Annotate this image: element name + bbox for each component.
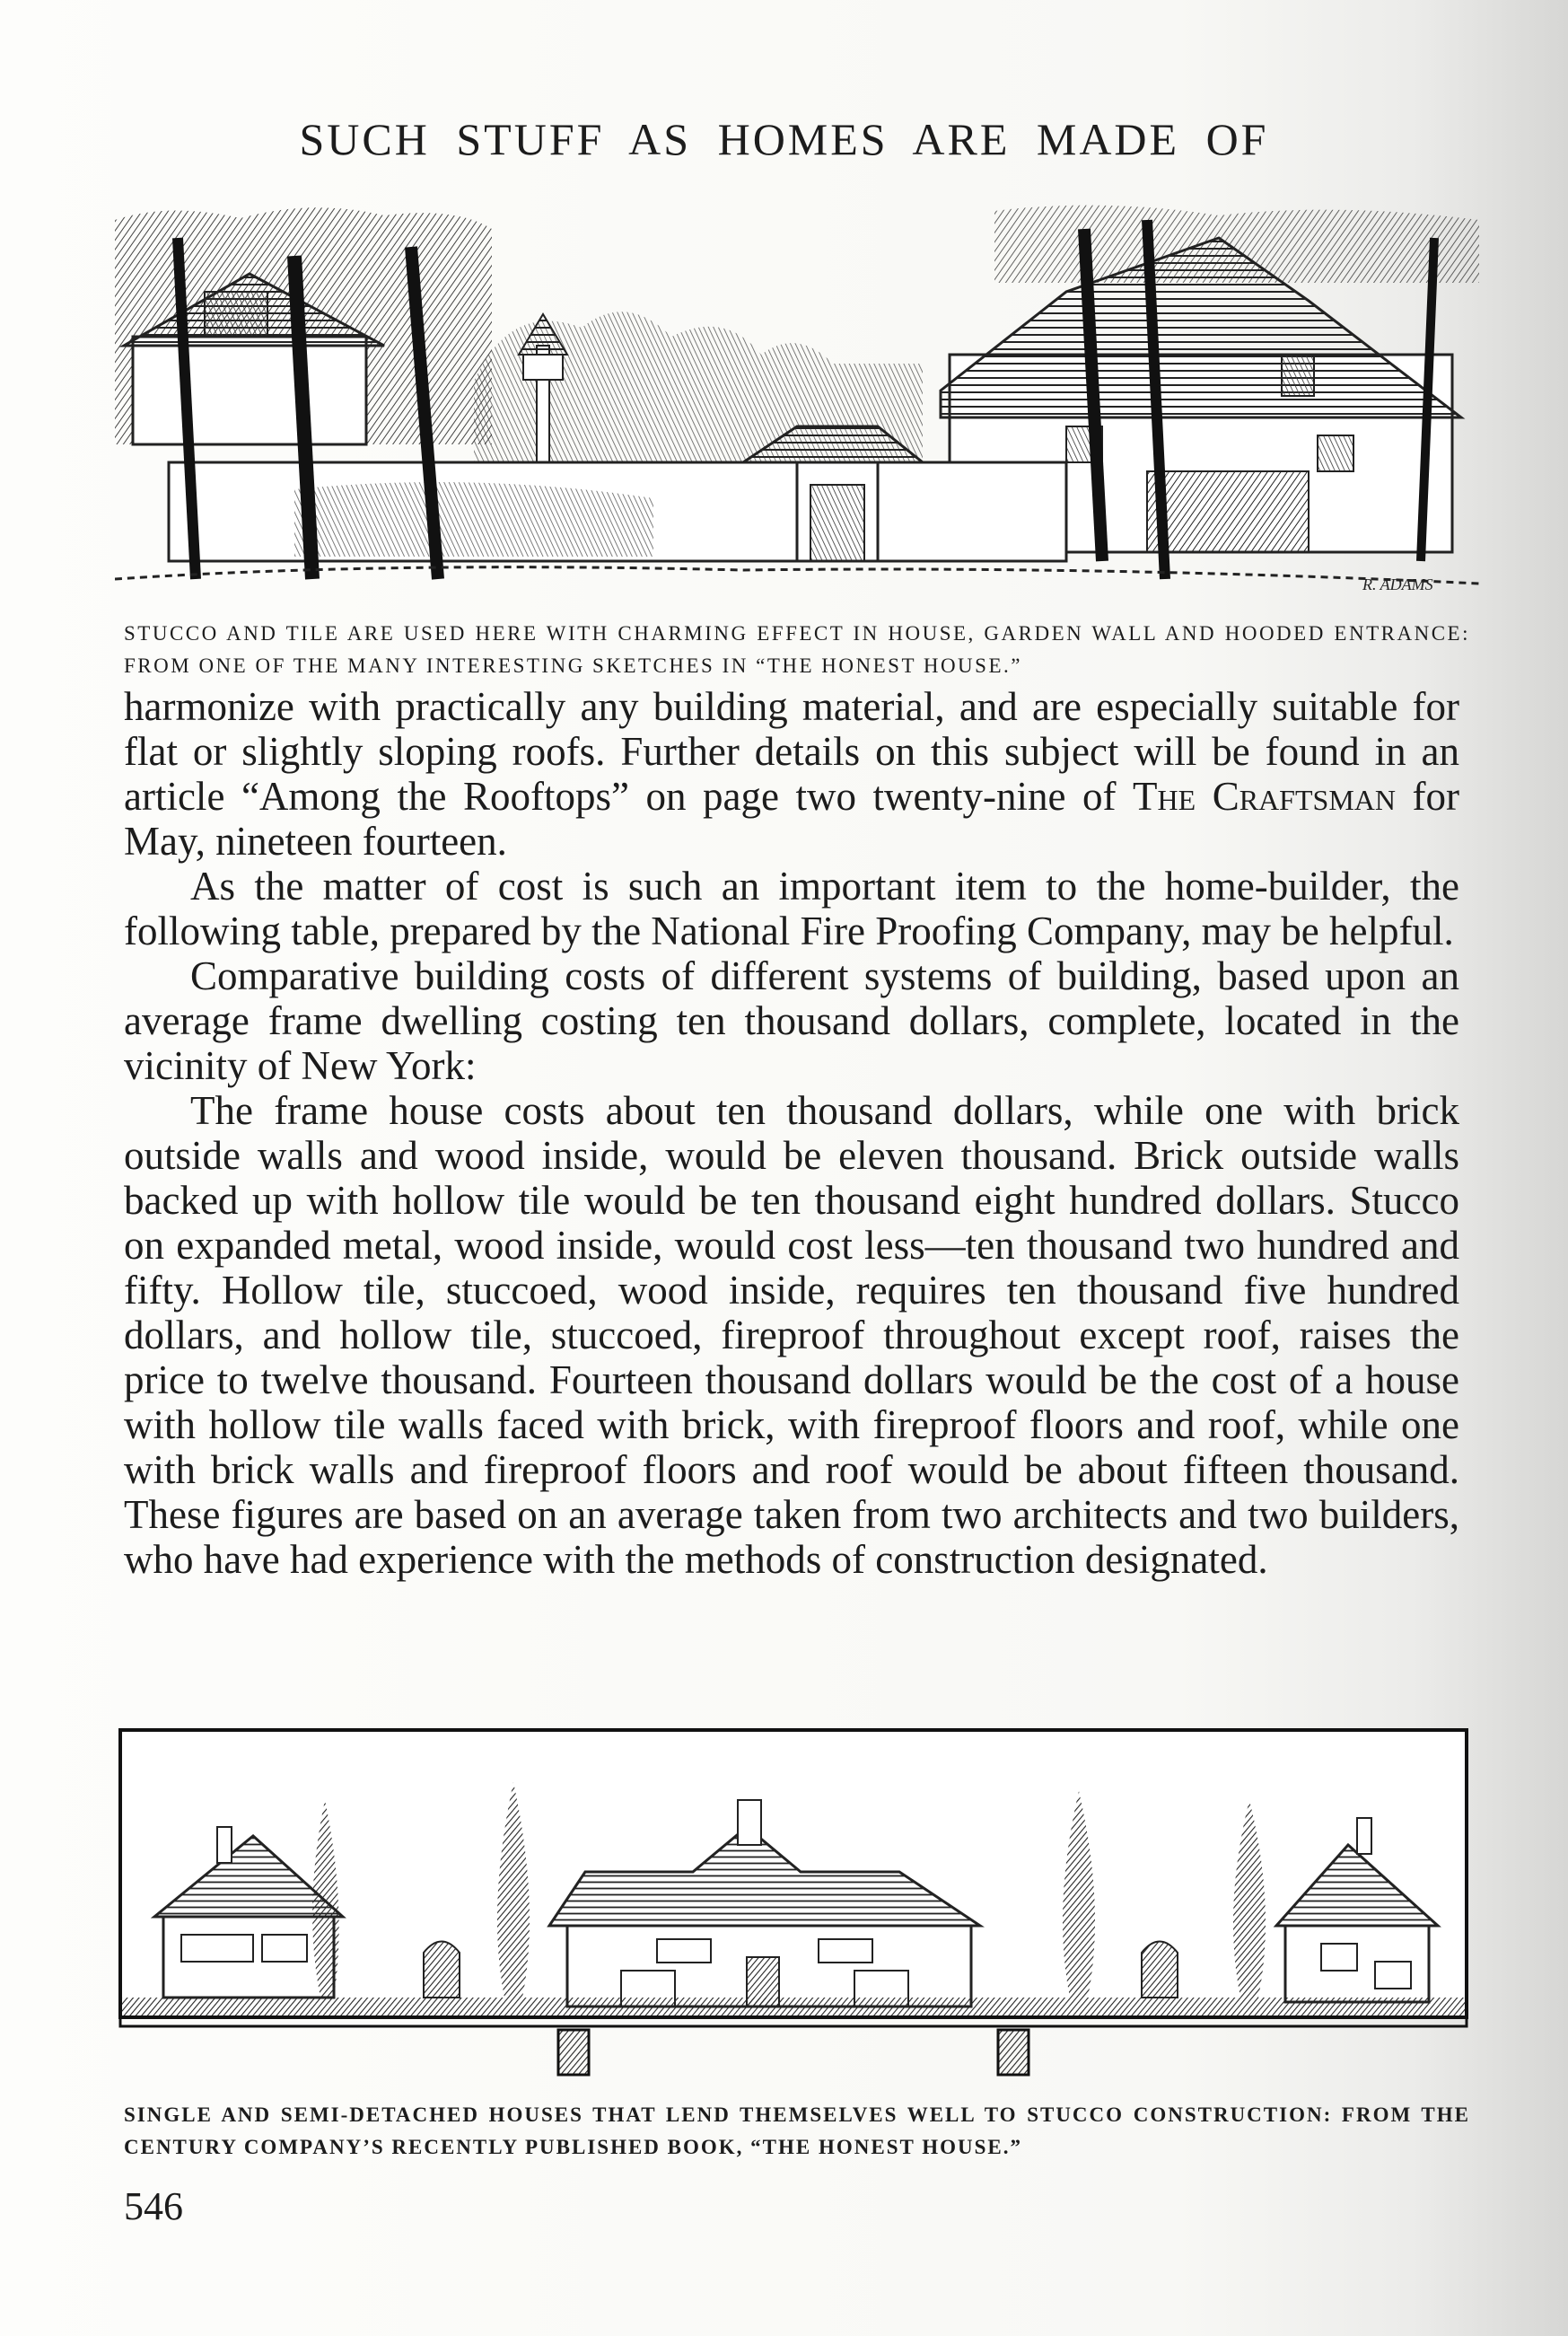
running-title: SUCH STUFF AS HOMES ARE MADE OF <box>299 114 1269 164</box>
magazine-name: The Craftsman <box>1133 774 1396 819</box>
paragraph-3: Comparative building costs of different systems of building, based upon an average frame dwelling costing ten thousand dollars, complete, located in the vicinity of New York: <box>124 953 1459 1088</box>
houses-row-illustration <box>118 1728 1474 2087</box>
page-number: 546 <box>124 2184 183 2228</box>
garden-wall-illustration <box>115 202 1479 597</box>
paragraph-1 <box>124 684 1459 864</box>
article-body <box>124 684 1459 1582</box>
artist-signature: R. ADAMS <box>1362 575 1433 593</box>
paragraph-4: The frame house costs about ten thousand dollars, while one with brick outside walls and wood inside, would be eleven thousand. Brick outside walls backed up with hollow tile would be ten thousand eight hundred dollars. Stucco on expanded metal, wood inside, would cost less—ten thousand two hundred and fifty. Hollow tile, stuccoed, wood inside, requires ten thousand five hundred dollars, and hollow tile, stuccoed, fireproof throughout except roof, raises the price to twelve thousand. Fourteen thousand dollars would be the cost of a house with hollow tile walls faced with brick, with fireproof floors and roof, while one with brick walls and fireproof floors and roof would be about fifteen thousand. These figures are based on an average taken from two architects and two builders, who have had experience with the methods of construction designated. <box>124 1088 1459 1582</box>
paragraph-1-end: for May, nineteen fourteen. <box>124 774 1460 864</box>
bottom-figure-caption: SINGLE AND SEMI-DETACHED HOUSES THAT LEND THEMSELVES WELL TO STUCCO CONSTRUCTION: FROM THE CENTURY COMPANY’S RECENTLY PUBLISHED BOOK, “THE HONEST HOUSE.” <box>124 2103 1470 2158</box>
paragraph-1-text: harmonize with practically any building material, and are especially suitable for flat or slightly sloping roofs. Further details on this subject will be found in an article “Among the Rooftops” on page two twenty-nine of <box>124 684 1459 819</box>
paragraph-2: As the matter of cost is such an important item to the home-builder, the following table, prepared by the National Fire Proofing Company, may be helpful. <box>124 864 1459 953</box>
top-figure-caption: STUCCO AND TILE ARE USED HERE WITH CHARMING EFFECT IN HOUSE, GARDEN WALL AND HOODED ENTRANCE: FROM ONE OF THE MANY INTERESTING SKETCHES IN “THE HONEST HOUSE.” <box>124 622 1470 677</box>
